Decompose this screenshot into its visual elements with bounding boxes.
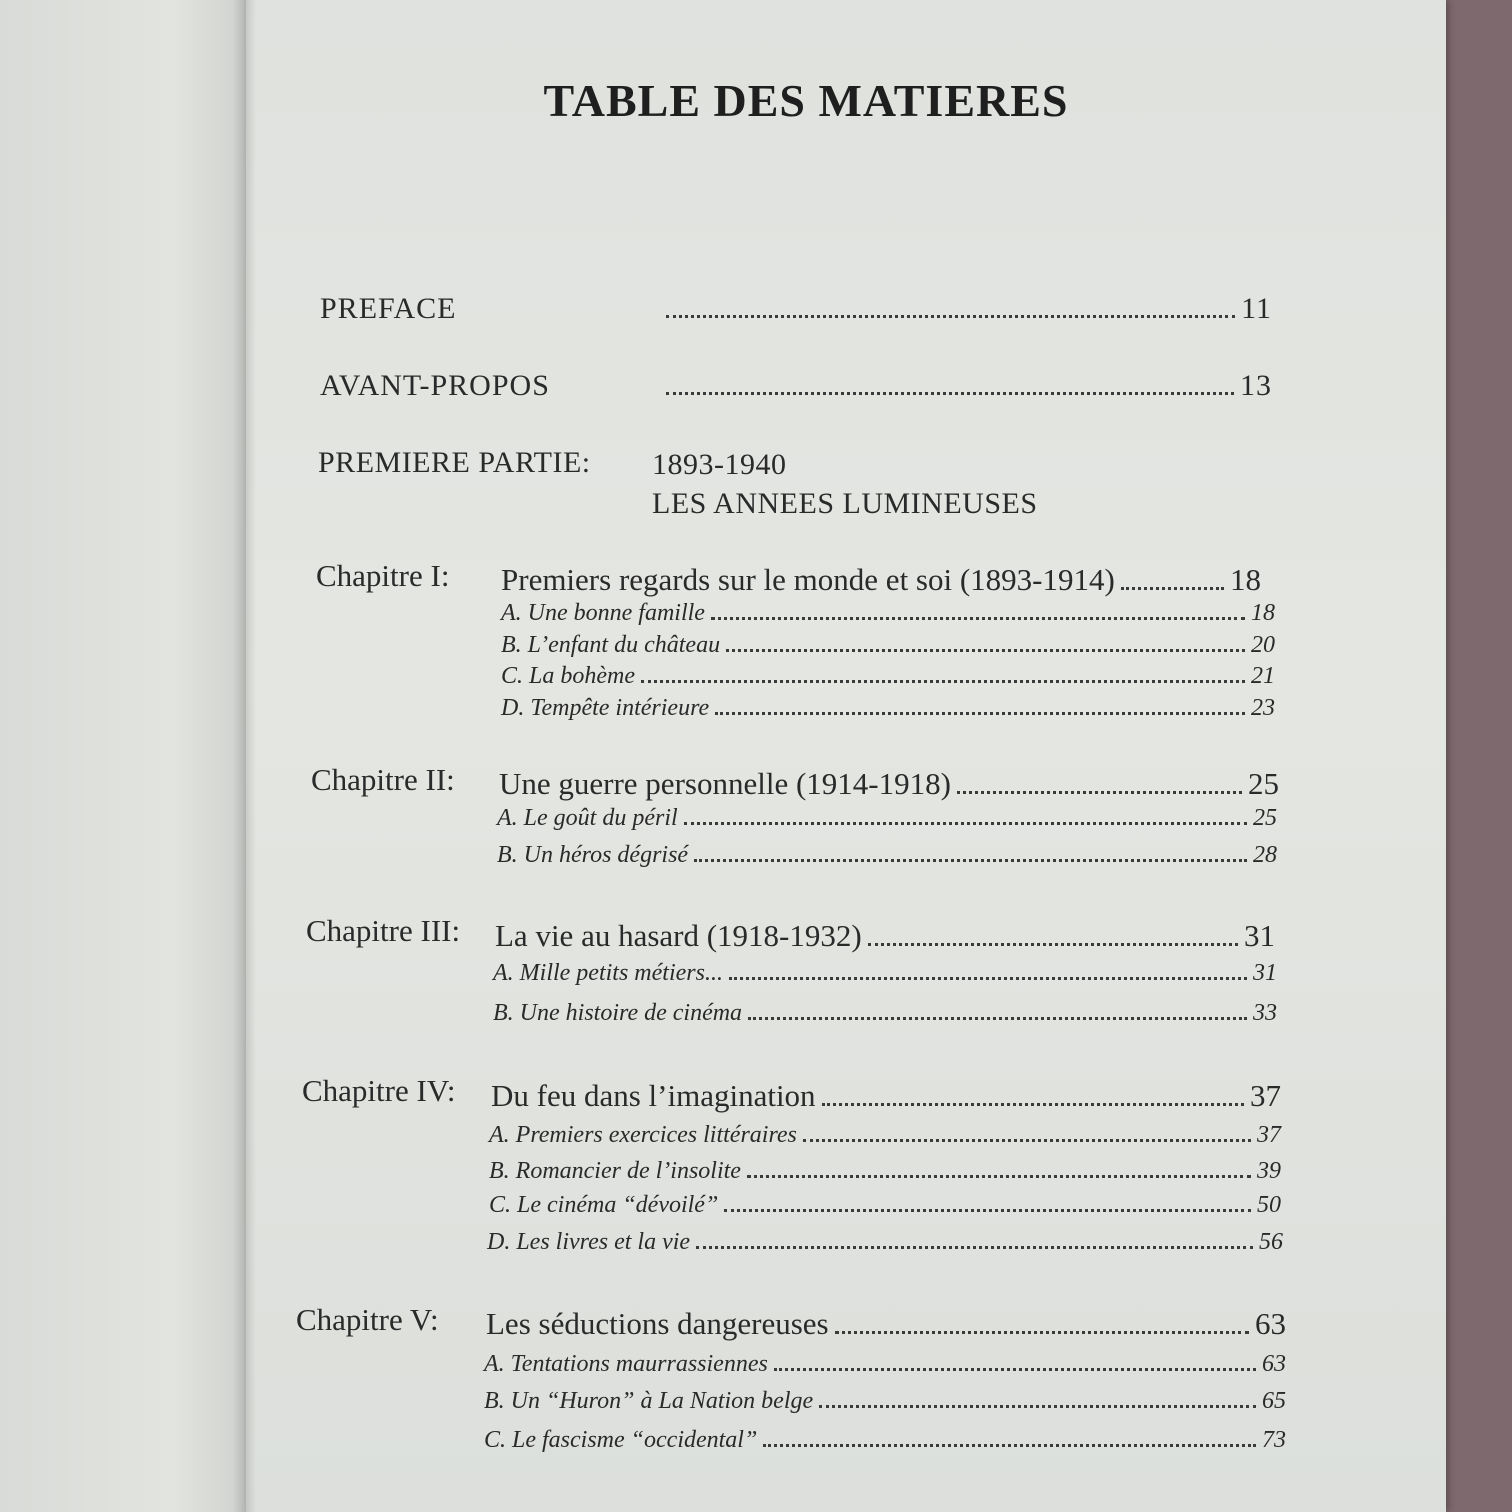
dot-leader [822,1102,1244,1106]
toc-entry-chapter [495,918,1275,954]
page-number: 18 [1251,600,1275,626]
section-title: B. Une histoire de cinéma [493,1000,743,1026]
section-title: D. Les livres et la vie [487,1229,691,1255]
page-number: 21 [1251,663,1275,689]
part-years: 1893-1940 [652,448,787,481]
dot-leader [694,858,1247,862]
page-number: 50 [1257,1192,1281,1218]
page-number: 28 [1253,842,1277,868]
dot-leader [726,648,1245,652]
toc-entry-section [501,695,1275,722]
page-number: 25 [1253,805,1277,831]
dot-leader [835,1330,1249,1334]
page-number: 39 [1257,1158,1281,1184]
section-title: A. Le goût du péril [497,805,678,831]
page-number: 63 [1262,1351,1286,1377]
book-gutter [232,0,256,1512]
chapter-label: Chapitre IV: [302,1073,456,1108]
page-number: 23 [1251,695,1275,721]
dot-leader [711,616,1245,620]
chapter-title: Les séductions dangereuses [486,1306,829,1341]
dot-leader [729,976,1247,980]
toc-entry-section [487,1229,1283,1256]
dot-leader [868,942,1238,946]
page-number: 63 [1255,1306,1286,1341]
dot-leader [641,679,1245,683]
page-number: 37 [1250,1078,1281,1113]
section-title: B. L’enfant du château [501,632,721,658]
toc-entry-chapter [501,562,1261,598]
toc-entry-chapter [499,766,1279,802]
part-label: PREMIERE PARTIE: [318,446,591,479]
toc-entry-section [493,1000,1277,1027]
page-number: 37 [1257,1122,1281,1148]
page-number: 56 [1259,1229,1283,1255]
dot-leader [696,1245,1253,1249]
page-number: 31 [1244,918,1275,953]
entry-label: PREFACE [320,292,457,325]
page-number: 13 [1240,369,1272,402]
toc-entry-section [501,663,1275,690]
dot-leader [1121,586,1224,590]
dot-leader [747,1174,1251,1178]
page-number: 73 [1262,1427,1286,1453]
toc-entry-section [489,1122,1281,1149]
section-title: B. Un héros dégrisé [497,842,689,868]
section-title: C. La bohème [501,663,635,689]
chapter-label: Chapitre I: [316,558,450,593]
chapter-label: Chapitre III: [306,913,461,948]
dot-leader [819,1404,1256,1408]
toc-entry-section [501,600,1275,627]
toc-entry-section [493,960,1277,987]
toc-entry-section [484,1351,1286,1378]
dot-leader [957,790,1242,794]
toc-entry-section [497,842,1277,869]
section-title: A. Une bonne famille [501,600,705,626]
dot-leader [774,1367,1256,1371]
dot-leader [763,1443,1256,1447]
section-title: D. Tempête intérieure [501,695,710,721]
toc-entry-chapter [491,1078,1281,1114]
chapter-label: Chapitre V: [296,1302,439,1337]
dot-leader [666,314,1235,318]
toc-entry-section [489,1192,1281,1219]
book-page [246,0,1446,1512]
toc-entry-chapter [486,1306,1286,1342]
toc-entry-section [501,632,1275,659]
section-title: A. Mille petits métiers... [493,960,723,986]
toc-entry-avant-propos [320,369,1272,403]
section-title: C. Le fascisme “occidental” [484,1427,758,1453]
dot-leader [803,1138,1251,1142]
toc-entry-section [489,1158,1281,1185]
page-number: 65 [1262,1388,1286,1414]
section-title: A. Premiers exercices littéraires [489,1122,797,1148]
page-number: 25 [1248,766,1279,801]
dot-leader [666,391,1234,395]
entry-label: AVANT-PROPOS [320,369,550,402]
chapter-title: Premiers regards sur le monde et soi (1893-1914) [501,562,1115,597]
part-name: LES ANNEES LUMINEUSES [652,487,1038,520]
page-title: TABLE DES MATIERES [543,75,1069,126]
toc-entry-section [484,1388,1286,1415]
page-number: 31 [1253,960,1277,986]
page-number: 20 [1251,632,1275,658]
section-title: B. Romancier de l’insolite [489,1158,741,1184]
page-number: 11 [1241,292,1272,325]
section-title: B. Un “Huron” à La Nation belge [484,1388,814,1414]
dot-leader [724,1208,1251,1212]
toc-entry-section [497,805,1277,832]
left-page [0,0,246,1512]
toc-entry-preface [320,292,1272,326]
chapter-title: Une guerre personnelle (1914-1918) [499,766,951,801]
chapter-label: Chapitre II: [311,762,455,797]
page-number: 18 [1230,562,1261,597]
chapter-title: Du feu dans l’imagination [491,1078,816,1113]
chapter-title: La vie au hasard (1918-1932) [495,918,862,953]
dot-leader [684,821,1247,825]
section-title: C. Le cinéma “dévoilé” [489,1192,719,1218]
section-title: A. Tentations maurrassiennes [484,1351,768,1377]
toc-entry-section [484,1427,1286,1454]
page-number: 33 [1253,1000,1277,1026]
dot-leader [715,711,1245,715]
dot-leader [748,1016,1247,1020]
